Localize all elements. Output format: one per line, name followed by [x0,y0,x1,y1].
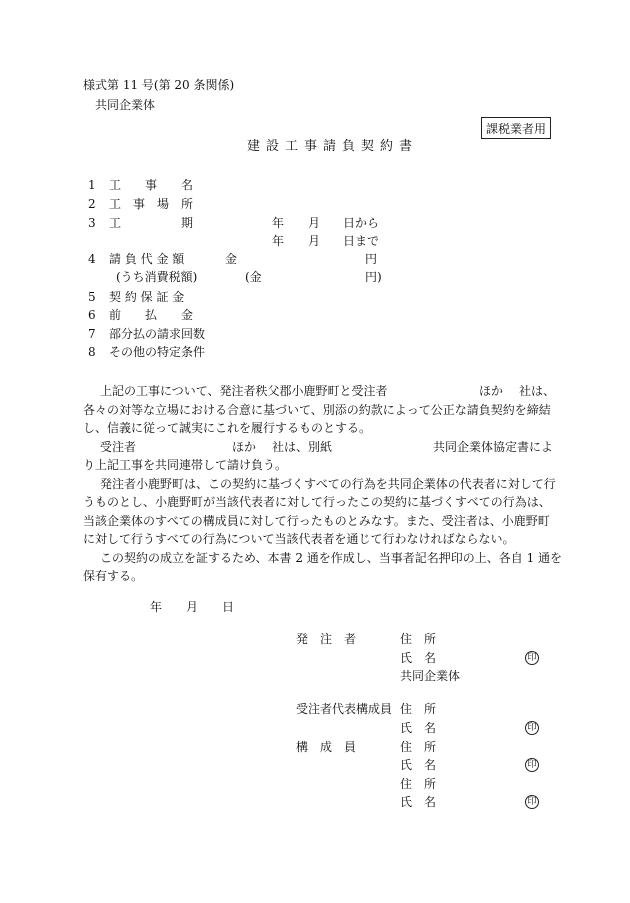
item-4-no: 4 [88,252,96,266]
paragraph-2-line-1d: 共同企業体協定書によ [433,440,554,454]
representative-label: 受注者代表構成員 [296,702,393,716]
member1-name-label: 氏 名 [400,758,437,772]
paragraph-2-line-1a: 受注者 [100,440,137,454]
paragraph-3-line-4: に対して行うすべての行為について当該代表者を通じて行わなければならない。 [83,532,515,546]
item-3-no: 3 [88,216,96,230]
rep-seal-icon: 印 [525,721,539,735]
orderer-label: 発 注 者 [296,632,357,646]
paragraph-3-line-3: 当該企業体のすべての構成員に対して行ったものとみなす。また、受注者は、小鹿野町 [83,514,550,528]
period-to-day: 日まで [343,234,380,248]
paragraph-4-line-2: 保有する。 [83,569,144,583]
item-3-label: 工 期 [109,216,194,230]
item-1-label: 工 事 名 [109,178,194,192]
item-6-no: 6 [88,308,96,322]
rep-name-label: 氏 名 [400,721,437,735]
item-5-label: 契 約 保 証 金 [109,290,185,304]
tax-yen: 円) [365,270,382,284]
org-type: 共同企業体 [95,98,156,112]
paragraph-2-line-1b: ほか [232,440,257,454]
period-from-year: 年 [272,216,285,230]
date-year: 年 [150,600,163,614]
item-1-no: 1 [88,178,96,192]
date-day: 日 [222,600,235,614]
member2-name-label: 氏 名 [400,795,437,809]
paragraph-1-line-1b: ほか [479,384,504,398]
paragraph-3-line-2: うものとし、小鹿野町が当該代表者に対して行ったこの契約に基づくすべての行為は、 [83,495,551,509]
form-number: 様式第 11 号(第 20 条関係) [83,78,235,92]
rep-address-label: 住 所 [400,702,437,716]
taxable-business-box: 課税業者用 [481,117,551,139]
member1-seal-icon: 印 [525,758,539,772]
paragraph-1-line-1a: 上記の工事について、発注者秩父郡小鹿野町と受注者 [100,384,388,398]
tax-label: (うち消費税額) [116,270,198,284]
item-7-no: 7 [88,327,96,341]
orderer-seal-icon: 印 [525,651,539,665]
item-5-no: 5 [88,290,96,304]
paragraph-4-line-1: この契約の成立を証するため、本書 2 通を作成し、当事者記名押印の上、各自 1 通を [100,551,563,565]
amount-kin: 金 [225,252,238,266]
item-8-label: その他の特定条件 [109,345,206,359]
item-6-label: 前 払 金 [109,308,194,322]
item-8-no: 8 [88,345,96,359]
member1-address-label: 住 所 [400,740,437,754]
paragraph-1-line-2: 各々の対等な立場における合意に基づいて、別添の約款によって公正な請負契約を締結 [83,403,551,417]
item-2-label: 工 事 場 所 [109,197,194,211]
paragraph-2-line-2: り上記工事を共同連帯して請け負う。 [83,458,288,472]
item-4-label: 請 負 代 金 額 [109,252,185,266]
paragraph-2-line-1c: 社は、別紙 [272,440,333,454]
paragraph-1-line-3: し、信義に従って誠実にこれを履行するものとする。 [83,421,372,435]
period-to-year: 年 [272,234,285,248]
member2-seal-icon: 印 [525,795,539,809]
orderer-name-label: 氏 名 [400,651,437,665]
date-month: 月 [186,600,199,614]
item-7-label: 部分払の請求回数 [109,327,206,341]
item-2-no: 2 [88,197,96,211]
member2-address-label: 住 所 [400,777,437,791]
paragraph-1-line-1c: 社は、 [519,384,556,398]
amount-yen: 円 [365,252,378,266]
period-from-day: 日から [343,216,380,230]
tax-kin: (金 [245,270,262,284]
document-title: 建設工事請負契約書 [247,139,419,154]
period-to-month: 月 [308,234,321,248]
period-from-month: 月 [308,216,321,230]
paragraph-3-line-1: 発注者小鹿野町は、この契約に基づくすべての行為を共同企業体の代表者に対して行 [100,477,556,491]
jv-label: 共同企業体 [400,669,461,683]
member-label: 構 成 員 [296,740,357,754]
orderer-address-label: 住 所 [400,632,437,646]
